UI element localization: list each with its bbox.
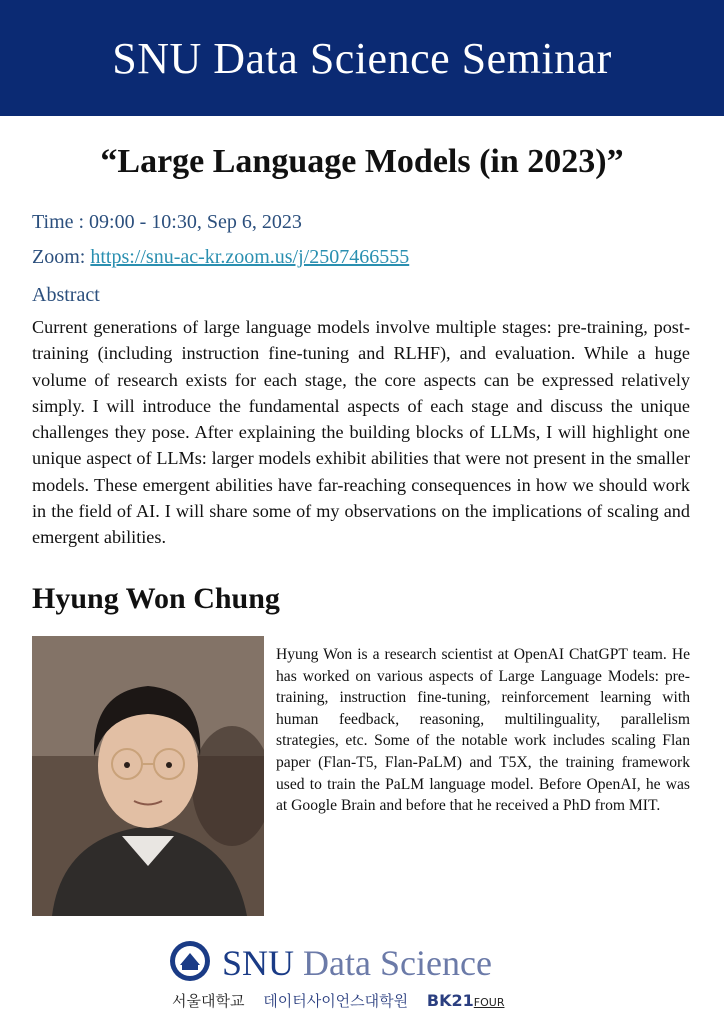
graduate-school-name: 데이터사이언스대학원 bbox=[263, 992, 409, 1010]
bk21-label: BK21 bbox=[426, 991, 474, 1010]
seminar-title: SNU Data Science Seminar bbox=[112, 33, 612, 83]
bk21-four-label: FOUR bbox=[473, 996, 505, 1009]
logo-data-science-text: Data Science bbox=[303, 943, 492, 983]
header-banner bbox=[0, 0, 724, 116]
speaker-bio: Hyung Won is a research scientist at OpenAI ChatGPT team. He has worked on various aspects of Large Language Models: pre-training, instruction fine-tuning, reinforcement learning with human feedback, reasoning, multilinguality, parallelism strategies, etc. Some of the notable work includes scaling Flan paper (Flan-T5, Flan-PaLM) and T5X, the training framework used to train the PaLM language model. Before OpenAI, he was at Google Brain and before that he received a PhD from MIT. bbox=[276, 646, 690, 815]
logo-snu-text: SNU bbox=[222, 943, 295, 983]
snu-emblem-icon bbox=[168, 939, 212, 988]
speaker-photo bbox=[32, 636, 264, 916]
abstract-text: Current generations of large language models involve multiple stages: pre-training, post-training (including instruction fine-tuning and RLHF), and evaluation. While a huge volume of research exists for each stage, the core aspects can be expressed relatively simply. I will introduce the fundamental aspects of each stage and discuss the unique challenges they pose. After explaining the building blocks of LLMs, I will highlight one unique aspect of LLMs: larger models exhibit abilities that were not present in the smaller models. These emergent abilities have far-reaching consequences in how we should work in the field of AI. I will share some of my observations on the implications of scaling and emergent abilities. bbox=[32, 317, 690, 548]
speaker-photo-illustration bbox=[32, 636, 264, 916]
snu-data-science-logo bbox=[168, 938, 568, 988]
speaker-name: Hyung Won Chung bbox=[32, 582, 280, 615]
talk-title: “Large Language Models (in 2023)” bbox=[100, 143, 624, 180]
zoom-label: Zoom: bbox=[32, 246, 91, 268]
abstract-heading: Abstract bbox=[32, 284, 100, 306]
university-name: 서울대학교 bbox=[172, 992, 245, 1010]
talk-time: Time : 09:00 - 10:30, Sep 6, 2023 bbox=[32, 211, 302, 233]
zoom-line bbox=[32, 246, 409, 269]
institution-row bbox=[172, 990, 504, 1011]
zoom-link[interactable]: https://snu-ac-kr.zoom.us/j/2507466555 bbox=[90, 246, 410, 268]
